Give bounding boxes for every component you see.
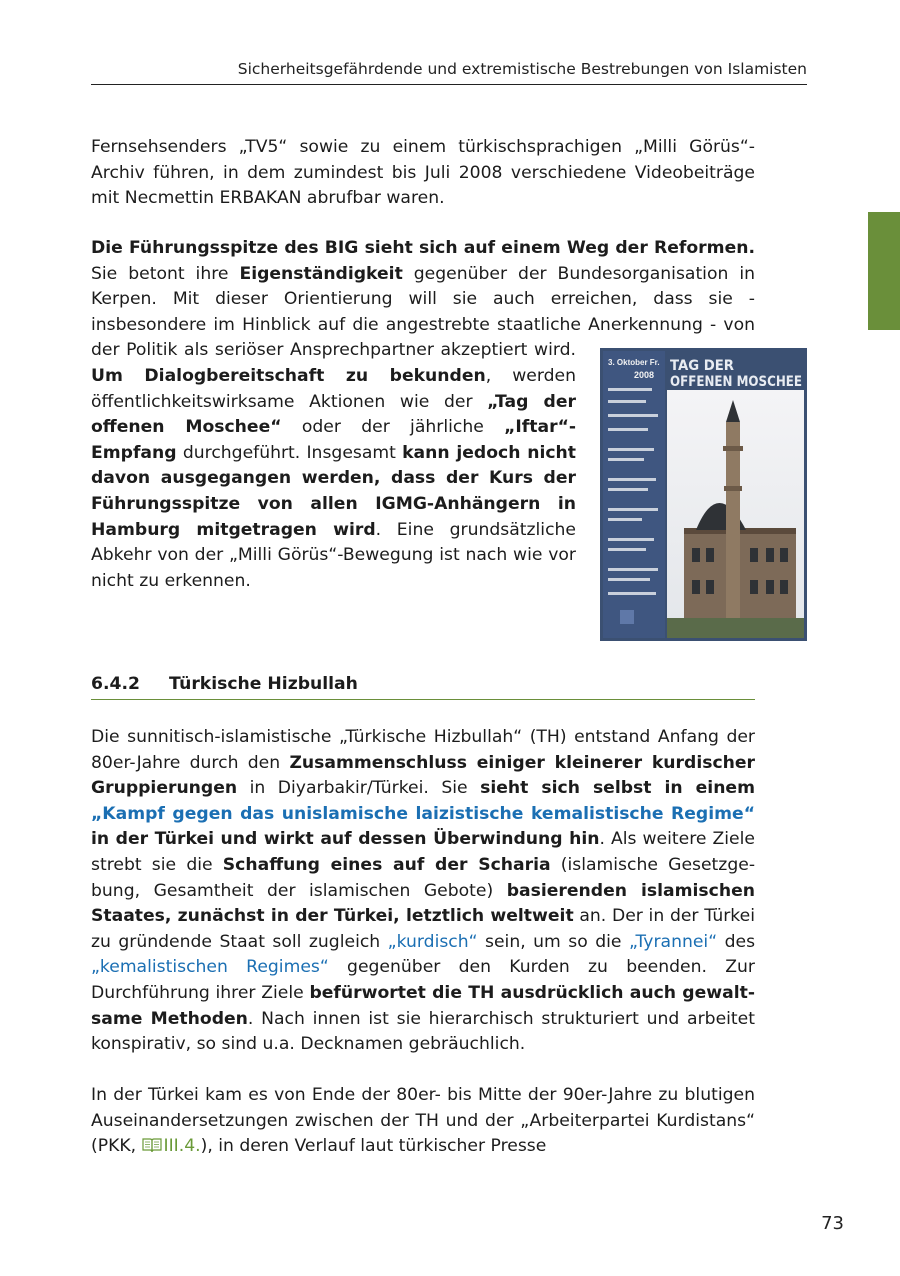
emph: in der Türkei und wirkt auf dessen Überwindung hin bbox=[91, 829, 600, 850]
poster-title-line-1: TAG DER bbox=[670, 358, 735, 375]
running-head: Sicherheitsgefährdende und extremistische Bestrebungen von Islamisten bbox=[237, 60, 807, 78]
text: gegenüber den Kurden zu beenden. Zur Durchführung ihrer Ziele bbox=[91, 957, 755, 1003]
emph: sieht sich selbst in einem bbox=[480, 778, 755, 799]
text: . Nach innen ist sie hierarchisch strukturiert und arbeitet konspirativ, so sind u.a. Decknamen gebräuchlich. bbox=[91, 1008, 755, 1055]
quote-highlight: „Kampf gegen das unislamische laizistische kemalistische Regime“ bbox=[91, 803, 755, 824]
emph: befürwortet die TH ausdrücklich auch gewaltsame Methoden bbox=[91, 982, 755, 1029]
poster-date-line-1: 3. Oktober Fr. bbox=[608, 358, 660, 368]
quote-term: „Tyrannei“ bbox=[628, 931, 718, 952]
emph: Die Führungsspitze des BIG sieht sich auf einem Weg der Reformen. bbox=[91, 238, 755, 258]
cross-reference-link[interactable] bbox=[142, 1136, 201, 1156]
emph: Schaffung eines auf der Scharia bbox=[222, 854, 551, 875]
paragraph-2 bbox=[91, 236, 802, 645]
section-heading bbox=[91, 674, 755, 694]
text: durchgeführt. Insgesamt bbox=[176, 442, 403, 463]
emph: kann jedoch nicht davon ausgegangen werden, dass der Kurs der Führungsspitze von allen IGMG-Anhängern in Hamburg mitgetragen wird bbox=[91, 442, 576, 540]
text: ), in deren Verlauf laut türkischer Presse bbox=[200, 1136, 547, 1157]
emph: Eigenständigkeit bbox=[239, 263, 403, 284]
emph: „Iftar“-Empfang bbox=[91, 417, 576, 463]
text: oder der jährliche bbox=[281, 417, 505, 438]
text: , werden öffentlichkeitswirksame Aktionen wie der bbox=[91, 365, 577, 412]
text: sein, um so die bbox=[477, 931, 629, 952]
text: . Als weitere Ziele strebt sie die bbox=[91, 829, 755, 875]
text: des bbox=[717, 931, 756, 952]
section-title: Türkische Hizbullah bbox=[169, 674, 358, 694]
quote-term: „kemalistischen Regimes“ bbox=[91, 957, 329, 978]
paragraph-4 bbox=[91, 1083, 755, 1160]
text: . Eine grundsätzliche Abkehr von der „Milli Görüs“-Bewegung ist nach wie vor nicht zu erkennen. bbox=[91, 519, 576, 591]
cross-reference-text: III.4. bbox=[163, 1136, 201, 1157]
emph: Um Dialogbereitschaft zu bekunden bbox=[91, 365, 486, 386]
mosque-poster-image bbox=[600, 348, 807, 641]
emph: „Tag der offenen Moschee“ bbox=[91, 391, 576, 438]
chapter-side-tab bbox=[868, 212, 900, 330]
emph: Zusammenschluss einiger kleinerer kurdischer Gruppierungen bbox=[91, 752, 756, 799]
text: Die sunnitisch-islamistische „Türkische Hizbullah“ (TH) entstand Anfang der 80er-Jahre durch den bbox=[91, 727, 755, 773]
paragraph-1-text: Fernsehsenders „TV5“ sowie zu einem türkischsprachigen „Milli Görüs“-Archiv führen, in dem zumindest bis Juli 2008 verschiedene Videobeiträge mit Necmettin ERBAKAN abrufbar waren. bbox=[91, 137, 755, 209]
page-number: 73 bbox=[821, 1213, 844, 1234]
text: Sie betont ihre bbox=[91, 263, 240, 284]
book-icon bbox=[142, 1137, 162, 1153]
text: in Diyarbakir/Türkei. Sie bbox=[237, 778, 481, 799]
section-number: 6.4.2 bbox=[91, 674, 140, 694]
paragraph-3 bbox=[91, 725, 755, 1058]
poster-date-line-2: 2008 bbox=[634, 370, 655, 381]
emph: basierenden islamischen Staates, zunächst in der Türkei, letztlich weltweit bbox=[91, 880, 755, 927]
text: (islamische Gesetzgebung, Gesamtheit der islamischen Gebote) bbox=[91, 854, 756, 901]
header-rule bbox=[91, 84, 807, 85]
text: gegenüber der Bundesorganisation in Kerpen. Mit dieser Orientierung will sie auch erreichen, dass sie - insbesondere im Hinblick auf die angestrebte staatliche Anerkennung - von der Politik als seriöser Ansprechpartner akzeptiert wird. bbox=[91, 263, 755, 361]
quote-term: „kurdisch“ bbox=[387, 931, 478, 952]
paragraph-1 bbox=[91, 135, 755, 212]
text: an. Der in der Türkei zu gründende Staat soll zugleich bbox=[91, 906, 755, 952]
section-rule bbox=[91, 699, 755, 700]
poster-title-line-2: OFFENEN MOSCHEE bbox=[670, 374, 802, 391]
text: In der Türkei kam es von Ende der 80er- bis Mitte der 90er-Jahre zu blutigen Auseinandersetzungen zwischen der TH und der „Arbeiterpartei Kurdistans“ (PKK, bbox=[91, 1085, 755, 1157]
